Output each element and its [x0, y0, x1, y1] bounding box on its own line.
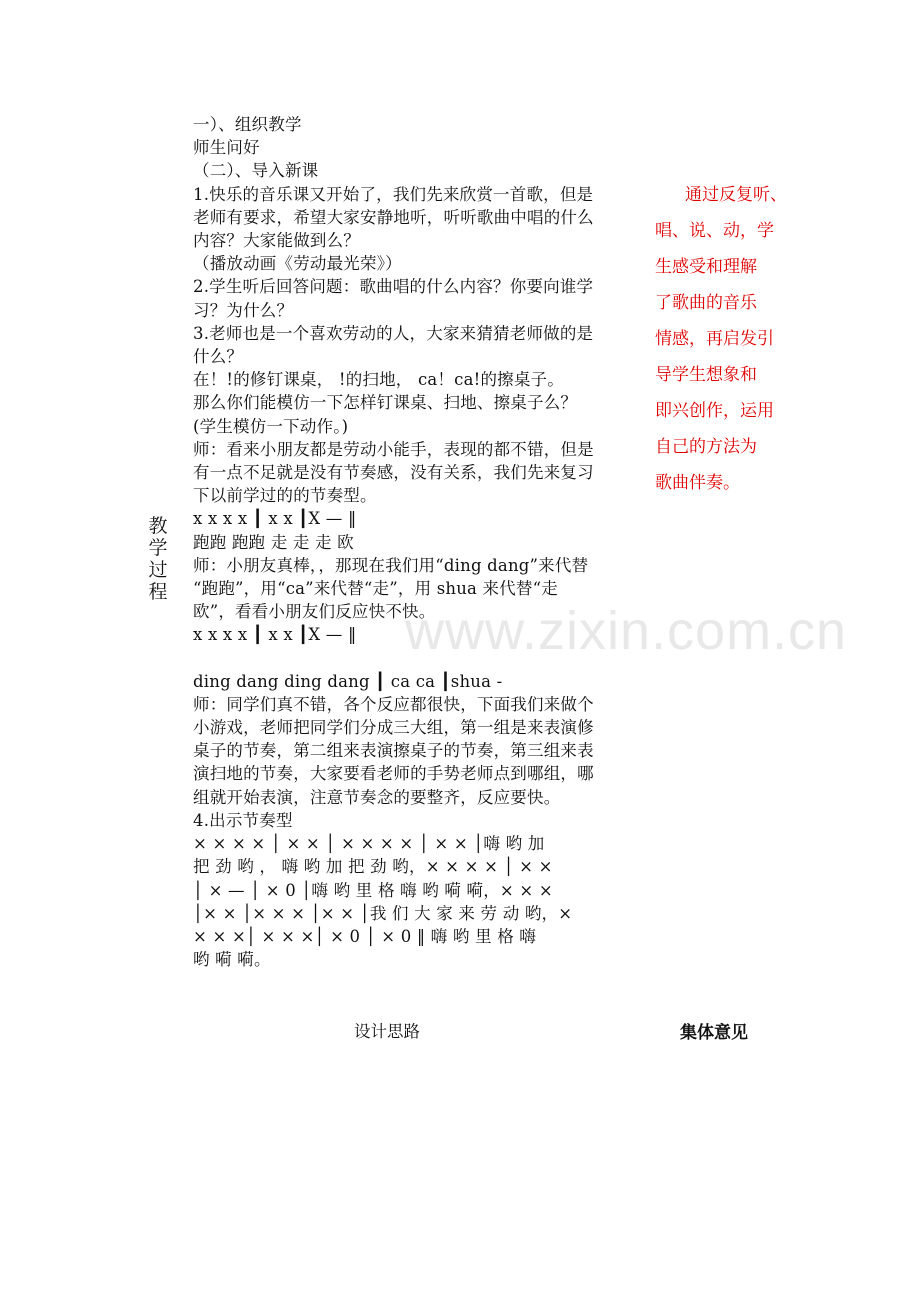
rhythm-score-line: 把 劲 哟 ， 嗨 哟 加 把 劲 哟，× × × × │ × ×: [193, 857, 553, 877]
text-line: 4.出示节奏型: [193, 810, 293, 830]
text-line: 2.学生听后回答问题：歌曲唱的什么内容？你要向谁学: [193, 277, 594, 297]
text-line: 习？为什么？: [193, 300, 294, 320]
note-line: 唱、说、动，学: [655, 221, 774, 241]
text-line: 下以前学过的的节奏型。: [193, 486, 377, 506]
text-line: 老师有要求，希望大家安静地听，听听歌曲中唱的什么: [193, 207, 594, 227]
text-line: 组就开始表演，注意节奏念的要整齐，反应要快。: [193, 787, 561, 807]
text-line: 有一点不足就是没有节奏感，没有关系，我们先来复习: [193, 463, 594, 483]
side-char: 学: [148, 537, 168, 559]
text-line: 3.老师也是一个喜欢劳动的人，大家来猜猜老师做的是: [193, 323, 594, 343]
rhythm-line: x x x x ┃ x x ┃X — ‖: [193, 625, 357, 645]
note-line: 导学生想象和: [655, 365, 757, 385]
section-side-label: [146, 515, 170, 603]
text-line: 小游戏，老师把同学们分成三大组，第一组是来表演修: [193, 718, 594, 738]
text-line: （播放动画《劳动最光荣》）: [193, 254, 402, 274]
text-line: 内容？大家能做到么？: [193, 231, 360, 251]
text-line: 师：看来小朋友都是劳动小能手，表现的都不错，但是: [193, 439, 594, 459]
text-line: 师：小朋友真棒，，那现在我们用“ding dang”来代替: [193, 555, 589, 575]
text-line: 欧”，看看小朋友们反应快不快。: [193, 602, 436, 622]
rhythm-score-line: │ × — │ × 0 │嗨 哟 里 格 嗨 哟 嗬 嗬，× × ×: [193, 880, 553, 900]
text-line: 师生问好: [193, 138, 260, 158]
lesson-content: [193, 113, 645, 971]
note-line: 歌曲伴奏。: [655, 473, 740, 493]
lyric-line: 跑跑 跑跑 走 走 走 欧: [193, 532, 354, 552]
text-line: (学生模仿一下动作。): [193, 416, 349, 436]
rhythm-line: x x x x ┃ x x ┃X — ‖: [193, 509, 357, 529]
heading-organize: 一）、组织教学: [193, 115, 302, 134]
heading-intro: （二）、导入新课: [193, 161, 319, 181]
note-line: 了歌曲的音乐: [655, 293, 757, 313]
rhythm-score-line: │× × │× × × │× × │我 们 大 家 来 劳 动 哟，×: [193, 903, 573, 923]
text-line: 在！!的修钉课桌， !的扫地， ca！ca!的擦桌子。: [193, 370, 564, 390]
note-line: 情感，再启发引: [655, 329, 774, 349]
text-line: 师：同学们真不错，各个反应都很快，下面我们来做个: [193, 694, 594, 714]
note-line: 通过反复听、: [685, 185, 787, 205]
note-line: 自己的方法为: [655, 437, 757, 457]
side-char: 过: [148, 559, 168, 581]
text-line: 演扫地的节奏，大家要看老师的手势老师点到哪组，哪: [193, 764, 594, 784]
text-line: 那么你们能模仿一下怎样钉课桌、扫地、擦桌子么？: [193, 393, 578, 413]
text-line: “跑跑”，用“ca”来代替“走”，用 shua 来代替“走: [193, 579, 558, 599]
rhythm-syllable-line: ding dang ding dang ┃ ca ca ┃shua -: [193, 671, 503, 691]
note-line: 生感受和理解: [655, 257, 757, 277]
side-char: 教: [148, 515, 168, 537]
design-idea-heading: 设计思路: [354, 1022, 420, 1041]
rhythm-score-line: × × ×│ × × ×│ × 0 │ × 0 ‖ 嗨 哟 里 格 嗨: [193, 926, 537, 946]
collective-opinion-heading: 集体意见: [680, 1023, 748, 1043]
design-note: [655, 177, 789, 501]
rhythm-score-line: 哟 嗬 嗬。: [193, 950, 271, 970]
blank-line: [193, 647, 645, 670]
text-line: 桌子的节奏，第二组来表演擦桌子的节奏，第三组来表: [193, 741, 594, 761]
text-line: 1.快乐的音乐课又开始了，我们先来欣赏一首歌，但是: [193, 184, 594, 204]
watermark: www.zixin.com.cn: [405, 601, 848, 661]
note-line: 即兴创作，运用: [655, 401, 774, 421]
side-char: 程: [148, 581, 168, 603]
text-line: 什么？: [193, 347, 244, 367]
rhythm-score-line: × × × × │ × × │ × × × × │ × × │嗨 哟 加: [193, 834, 545, 854]
